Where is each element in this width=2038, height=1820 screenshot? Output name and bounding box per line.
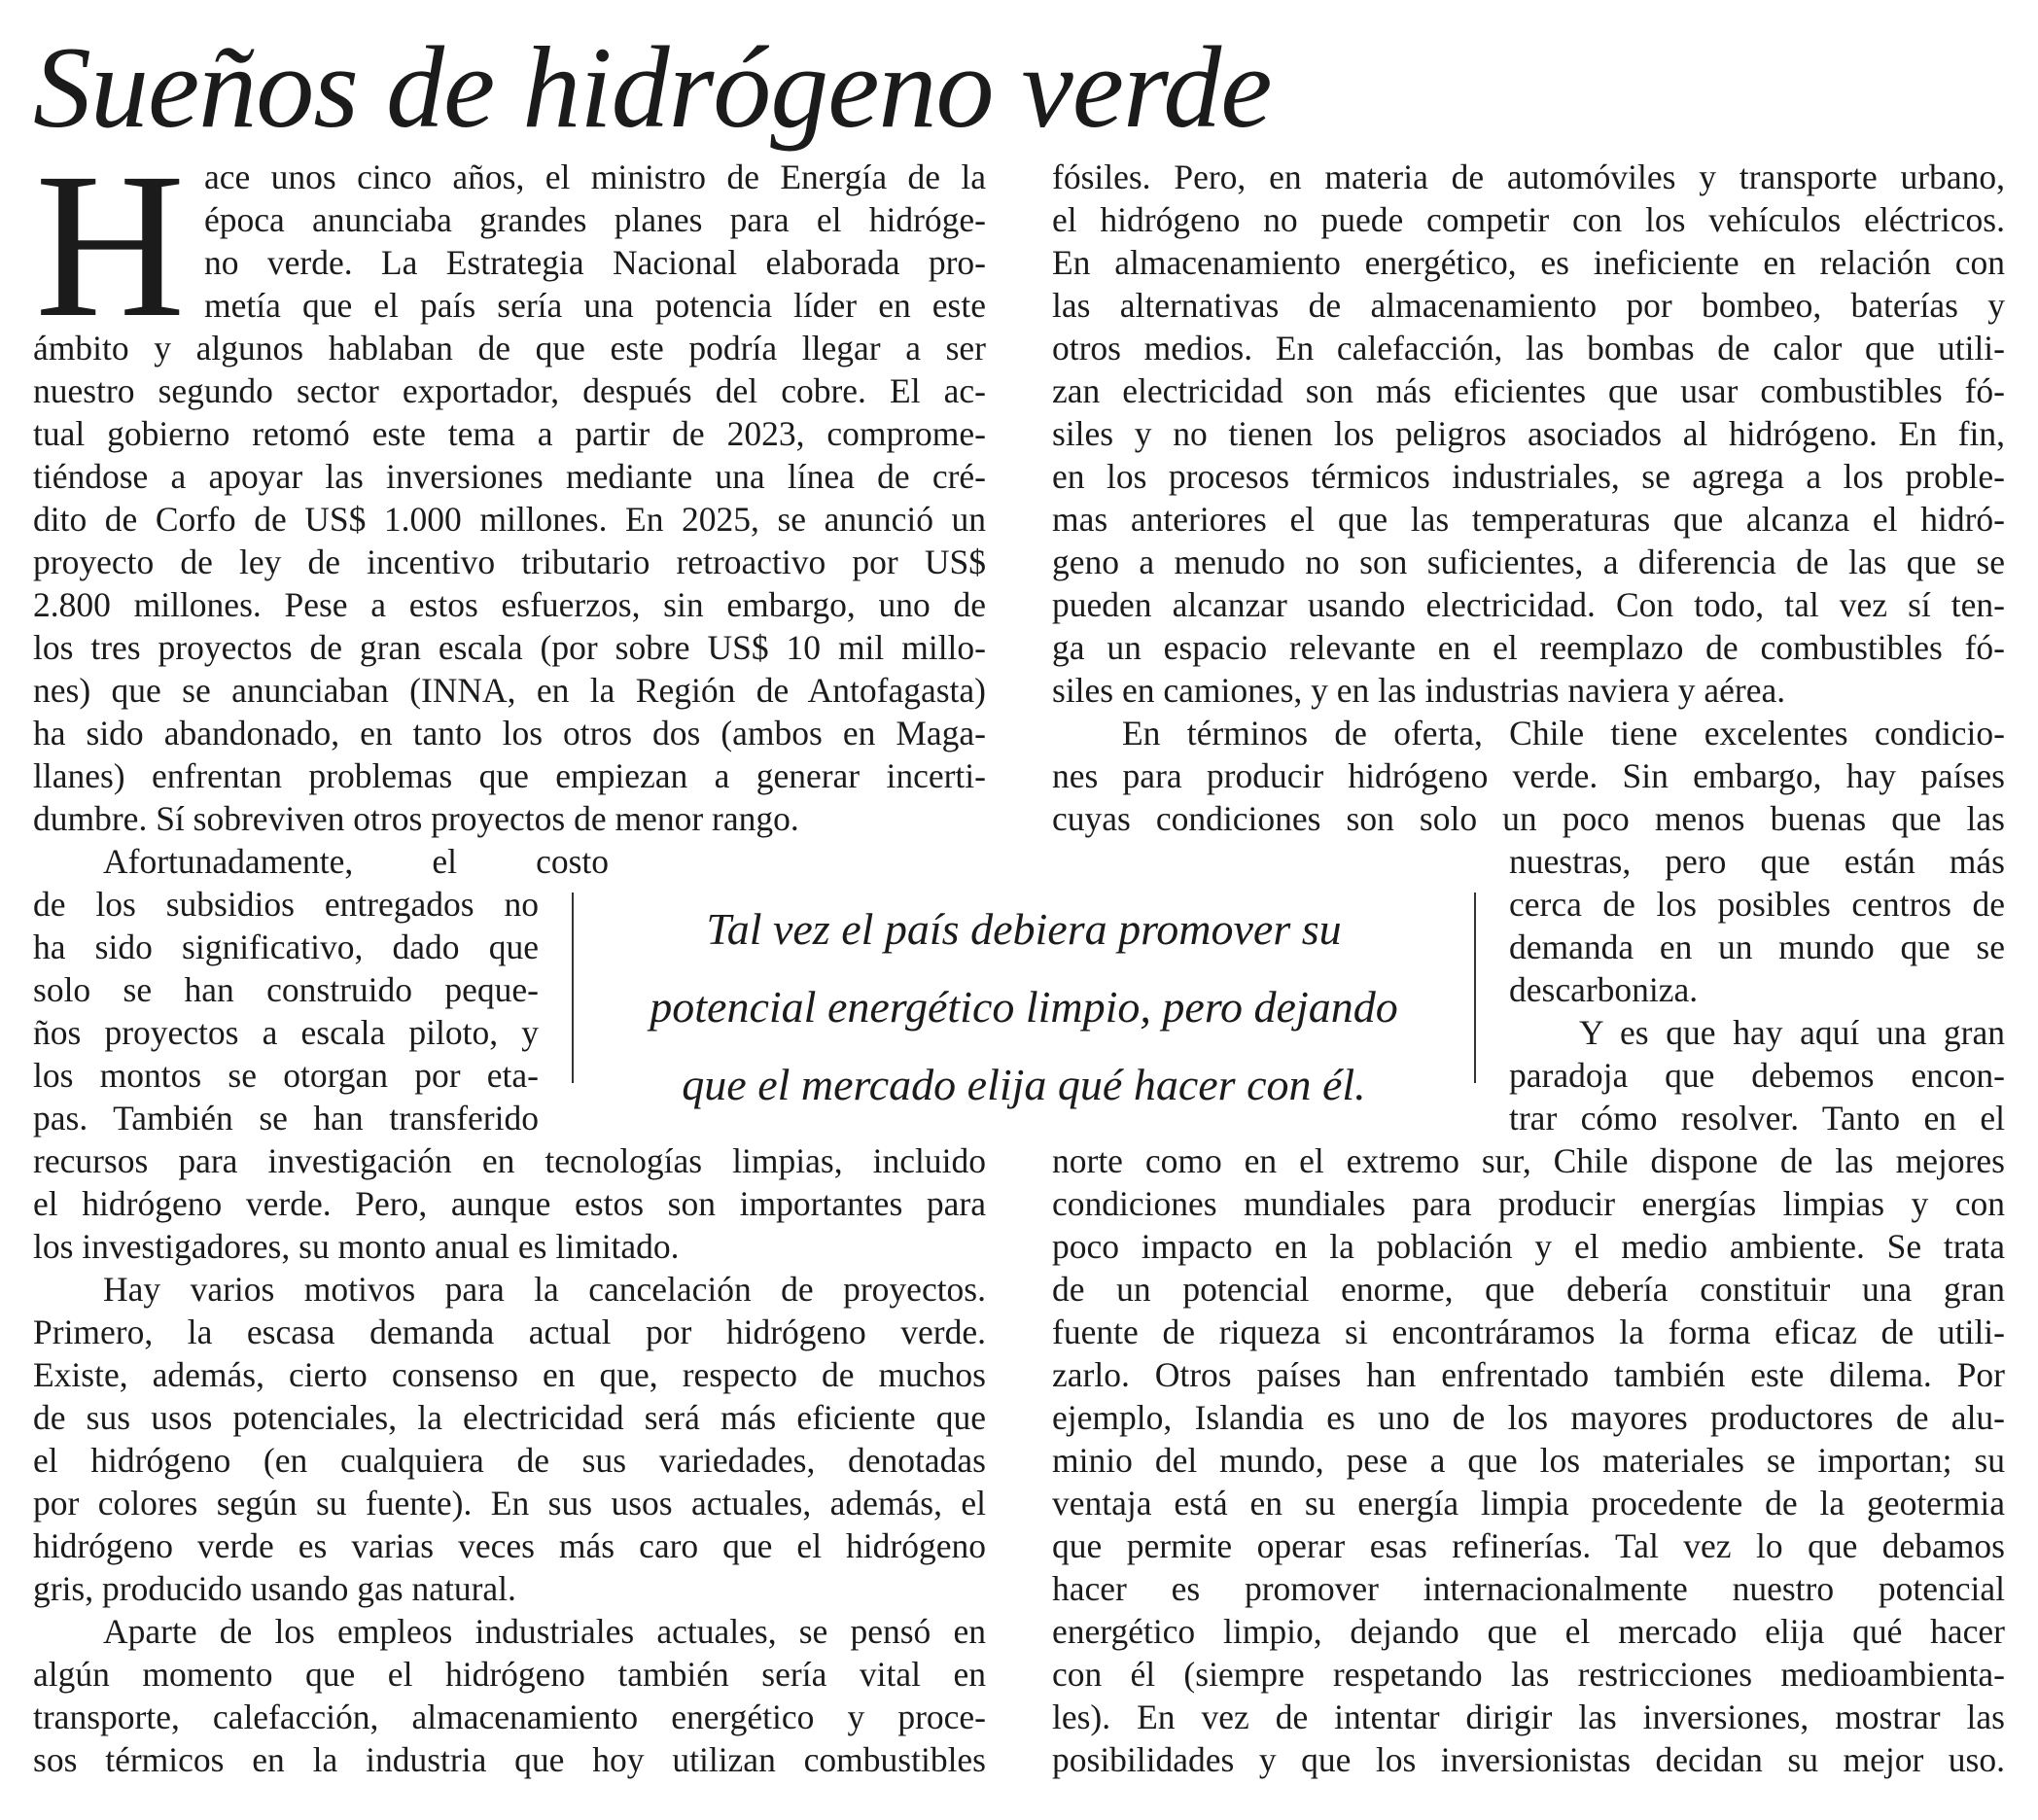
text-line: el hidrógeno no puede competir con los vehículos eléctricos. [1052, 200, 2005, 239]
text-line: paradoja que debemos encon- [1509, 1056, 2005, 1095]
text-line: En almacenamiento energético, es ineficiente en relación con [1052, 243, 2005, 282]
text-line: poco impacto en la población y el medio ambiente. Se trata [1052, 1227, 2005, 1266]
text-line: posibilidades y que los inversionistas decidan su mejor uso. [1052, 1740, 2005, 1779]
text-line: Afortunadamente, el costo [103, 842, 609, 881]
text-line: fósiles. Pero, en materia de automóviles y transporte urbano, [1052, 158, 2005, 196]
text-line: Primero, la escasa demanda actual por hidrógeno verde. [33, 1312, 986, 1351]
text-line: ha sido significativo, dado que [33, 928, 539, 966]
text-line: transporte, calefacción, almacenamiento energético y proce- [33, 1698, 986, 1736]
paragraph-4 [33, 1610, 986, 1781]
paragraph-1 [33, 130, 986, 840]
text-line: siles en camiones, y en las industrias naviera y aérea. [1052, 671, 1786, 710]
text-line: condiciones mundiales para producir energías limpias y con [1052, 1184, 2005, 1223]
pull-quote-line: Tal vez el país debiera promover su [706, 904, 1342, 954]
text-line: recursos para investigación en tecnologías limpias, incluido [33, 1141, 986, 1180]
text-line: de un potencial enorme, que debería constituir una gran [1052, 1270, 2005, 1309]
text-line: nuestro segundo sector exportador, después del cobre. El ac- [33, 371, 986, 410]
text-line: les). En vez de intentar dirigir las inversiones, mostrar las [1052, 1698, 2005, 1736]
paragraph-3 [33, 1268, 986, 1610]
text-line: metía que el país sería una potencia líder en este [204, 286, 986, 325]
text-line: en los procesos térmicos industriales, se agrega a los proble- [1052, 457, 2005, 496]
pull-quote-right-rule [1474, 892, 1476, 1083]
text-line: En términos de oferta, Chile tiene excelentes condicio- [1122, 714, 2005, 752]
text-line: demanda en un mundo que se [1509, 928, 2005, 966]
text-line: mas anteriores el que las temperaturas que alcanza el hidró- [1052, 500, 2005, 539]
text-line: 2.800 millones. Pese a estos esfuerzos, sin embargo, uno de [33, 585, 986, 624]
text-line: Aparte de los empleos industriales actuales, se pensó en [103, 1612, 986, 1651]
text-line: gris, producido usando gas natural. [33, 1569, 516, 1608]
text-line: descarboniza. [1509, 970, 1699, 1009]
text-line: zan electricidad son más eficientes que usar combustibles fó- [1052, 371, 2005, 410]
text-line: los montos se otorgan por eta- [33, 1056, 539, 1095]
text-line: geno a menudo no son suficientes, a diferencia de las que se [1052, 542, 2005, 581]
text-line: tual gobierno retomó este tema a partir de 2023, comprome- [33, 414, 986, 453]
text-line: algún momento que el hidrógeno también sería vital en [33, 1655, 986, 1694]
text-line: de los subsidios entregados no [33, 885, 539, 924]
text-line: ga un espacio relevante en el reemplazo de combustibles fó- [1052, 628, 2005, 667]
pull-quote-line: potencial energético limpio, pero dejando [650, 982, 1398, 1032]
text-line: ámbito y algunos hablaban de que este podría llegar a ser [33, 329, 986, 368]
text-line: fuente de riqueza si encontráramos la forma eficaz de utili- [1052, 1312, 2005, 1351]
text-line: zarlo. Otros países han enfrentado también este dilema. Por [1052, 1355, 2005, 1394]
article-title: Sueños de hidrógeno verde [33, 22, 1272, 152]
text-line: energético limpio, dejando que el mercado elija qué hacer [1052, 1612, 2005, 1651]
text-line: Existe, además, cierto consenso en que, respecto de muchos [33, 1355, 986, 1394]
text-line: siles y no tienen los peligros asociados al hidrógeno. En fin, [1052, 414, 2005, 453]
text-line: ejemplo, Islandia es uno de los mayores productores de alu- [1052, 1398, 2005, 1437]
text-line: solo se han construido peque- [33, 970, 539, 1009]
text-line: pas. También se han transferido [33, 1099, 539, 1138]
text-line: los investigadores, su monto anual es limitado. [33, 1227, 680, 1266]
text-line: hacer es promover internacionalmente nuestro potencial [1052, 1569, 2005, 1608]
text-line: época anunciaba grandes planes para el hidróge- [204, 200, 986, 239]
text-line: Y es que hay aquí una gran [1579, 1013, 2005, 1052]
text-line: que permite operar esas refinerías. Tal vez lo que debamos [1052, 1526, 2005, 1565]
text-line: ace unos cinco años, el ministro de Energía de la [204, 158, 986, 196]
paragraph-5 [1052, 156, 2005, 712]
text-line: de sus usos potenciales, la electricidad será más eficiente que [33, 1398, 986, 1437]
text-line: cuyas condiciones son solo un poco menos buenas que las [1052, 799, 2005, 838]
text-line: con él (siempre respetando las restricciones medioambienta- [1052, 1655, 2005, 1694]
text-line: ños proyectos a escala piloto, y [33, 1013, 539, 1052]
text-line: las alternativas de almacenamiento por bombeo, baterías y [1052, 286, 2005, 325]
text-line: tiéndose a apoyar las inversiones mediante una línea de cré- [33, 457, 986, 496]
text-line: norte como en el extremo sur, Chile dispone de las mejores [1052, 1141, 2005, 1180]
text-line: llanes) enfrentan problemas que empiezan a generar incerti- [33, 756, 986, 795]
text-line: ha sido abandonado, en tanto los otros dos (ambos en Maga- [33, 714, 986, 752]
text-line: los tres proyectos de gran escala (por sobre US$ 10 mil millo- [33, 628, 986, 667]
text-line: nuestras, pero que están más [1509, 842, 2005, 881]
text-line: el hidrógeno (en cualquiera de sus variedades, denotadas [33, 1441, 986, 1480]
text-line: ventaja está en su energía limpia procedente de la geotermia [1052, 1484, 2005, 1522]
text-line: dito de Corfo de US$ 1.000 millones. En 2025, se anunció un [33, 500, 986, 539]
text-line: trar cómo resolver. Tanto en el [1509, 1099, 2005, 1138]
paragraph-7 [1052, 1011, 2005, 1781]
text-line: cerca de los posibles centros de [1509, 885, 2005, 924]
text-line: hidrógeno verde es varias veces más caro que el hidrógeno [33, 1526, 986, 1565]
drop-cap: H [35, 130, 186, 361]
text-line: Hay varios motivos para la cancelación de proyectos. [103, 1270, 986, 1309]
text-line: pueden alcanzar usando electricidad. Con todo, tal vez sí ten- [1052, 585, 2005, 624]
text-line: el hidrógeno verde. Pero, aunque estos son importantes para [33, 1184, 986, 1223]
text-line: sos térmicos en la industria que hoy utilizan combustibles [33, 1740, 986, 1779]
text-line: otros medios. En calefacción, las bombas de calor que utili- [1052, 329, 2005, 368]
text-line: dumbre. Sí sobreviven otros proyectos de menor rango. [33, 799, 799, 838]
pull-quote [572, 875, 1476, 1109]
text-line: no verde. La Estrategia Nacional elaborada pro- [204, 243, 986, 282]
text-line: proyecto de ley de incentivo tributario retroactivo por US$ [33, 542, 986, 581]
text-line: nes) que se anunciaban (INNA, en la Región de Antofagasta) [33, 671, 986, 710]
text-line: nes para producir hidrógeno verde. Sin embargo, hay países [1052, 756, 2005, 795]
text-line: por colores según su fuente). En sus usos actuales, además, el [33, 1484, 986, 1522]
pull-quote-left-rule [572, 892, 574, 1083]
pull-quote-line: que el mercado elija qué hacer con él. [682, 1060, 1366, 1109]
text-line: minio del mundo, pese a que los materiales se importan; su [1052, 1441, 2005, 1480]
